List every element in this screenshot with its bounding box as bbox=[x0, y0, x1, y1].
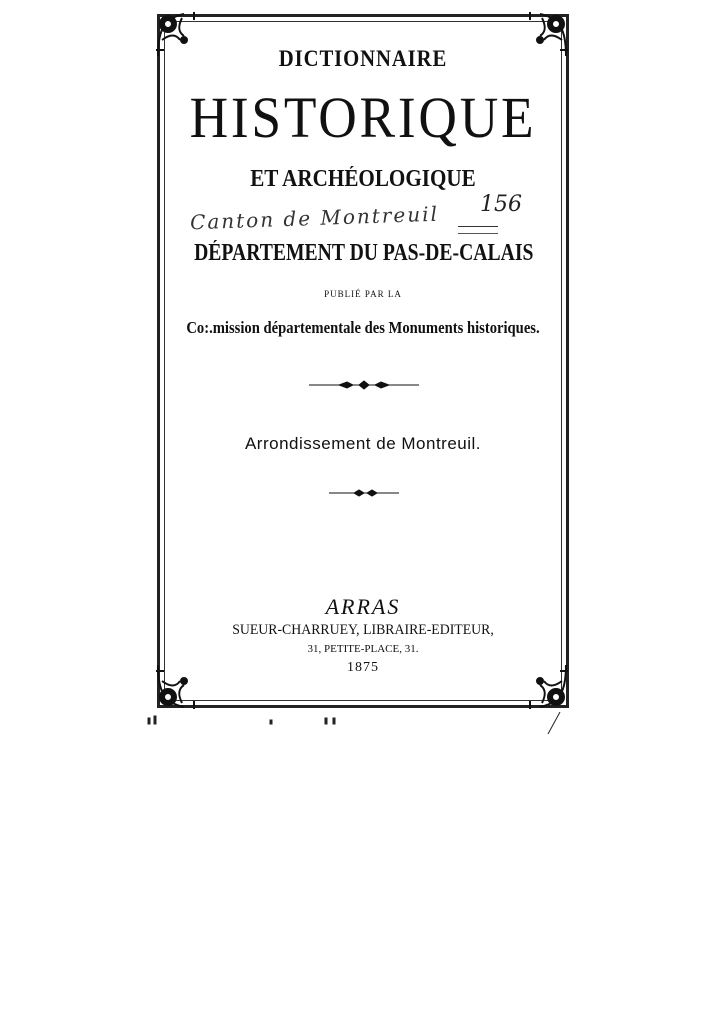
title-dictionnaire: DICTIONNAIRE bbox=[278, 46, 448, 71]
scan-artifacts bbox=[140, 712, 580, 742]
arrondissement-title: Arrondissement de Montreuil. bbox=[244, 434, 482, 453]
imprint-year: 1875 bbox=[347, 660, 379, 675]
divider-ornament-small bbox=[329, 488, 399, 498]
title-historique: HISTORIQUE bbox=[189, 85, 537, 150]
handwritten-underline bbox=[458, 226, 498, 234]
imprint-address: 31, PETITE-PLACE, 31. bbox=[307, 643, 419, 655]
commission-name: Co:.mission départementale des Monuments historiques. bbox=[186, 318, 540, 337]
title-departement: DÉPARTEMENT DU PAS-DE-CALAIS bbox=[194, 240, 534, 266]
divider-ornament bbox=[309, 380, 419, 390]
imprint-publisher: SUEUR-CHARRUEY, LIBRAIRE-EDITEUR, bbox=[232, 622, 494, 638]
title-archeologique: ET ARCHÉOLOGIQUE bbox=[250, 166, 476, 192]
published-by-label: PUBLIÉ PAR LA bbox=[324, 289, 402, 299]
imprint-city: ARRAS bbox=[325, 594, 401, 619]
handwritten-note: Canton de Montreuil bbox=[189, 201, 440, 235]
handwritten-number: 156 bbox=[480, 192, 522, 217]
